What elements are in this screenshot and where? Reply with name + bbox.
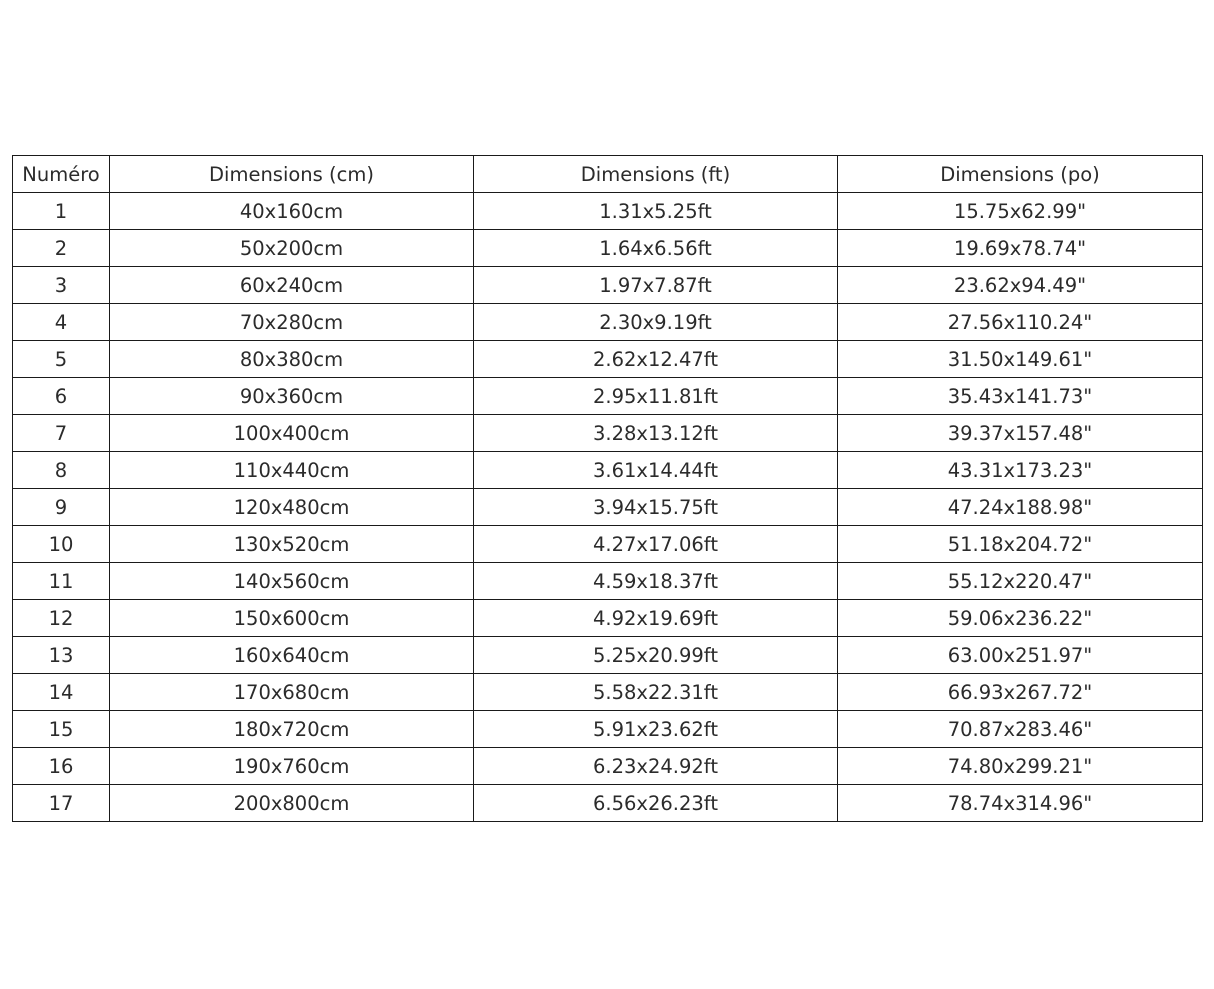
- cell-dimensions-ft: 3.61x14.44ft: [474, 452, 838, 489]
- cell-dimensions-cm: 170x680cm: [110, 674, 474, 711]
- cell-numero: 6: [13, 378, 110, 415]
- header-numero: Numéro: [13, 156, 110, 193]
- cell-dimensions-cm: 110x440cm: [110, 452, 474, 489]
- table-row: [13, 674, 1203, 711]
- header-dimensions-cm: Dimensions (cm): [110, 156, 474, 193]
- cell-numero: 13: [13, 637, 110, 674]
- cell-dimensions-ft: 2.95x11.81ft: [474, 378, 838, 415]
- header-dimensions-ft: Dimensions (ft): [474, 156, 838, 193]
- cell-dimensions-po: 39.37x157.48": [838, 415, 1203, 452]
- cell-dimensions-ft: 4.27x17.06ft: [474, 526, 838, 563]
- cell-dimensions-po: 43.31x173.23": [838, 452, 1203, 489]
- table-row: [13, 637, 1203, 674]
- table-row: [13, 785, 1203, 822]
- cell-dimensions-cm: 40x160cm: [110, 193, 474, 230]
- cell-dimensions-po: 78.74x314.96": [838, 785, 1203, 822]
- cell-dimensions-ft: 1.64x6.56ft: [474, 230, 838, 267]
- table-row: [13, 378, 1203, 415]
- size-conversion-table: [12, 155, 1203, 822]
- cell-dimensions-po: 55.12x220.47": [838, 563, 1203, 600]
- table-row: [13, 526, 1203, 563]
- cell-dimensions-ft: 4.92x19.69ft: [474, 600, 838, 637]
- cell-dimensions-po: 63.00x251.97": [838, 637, 1203, 674]
- cell-dimensions-po: 23.62x94.49": [838, 267, 1203, 304]
- cell-dimensions-cm: 160x640cm: [110, 637, 474, 674]
- table-row: [13, 600, 1203, 637]
- cell-numero: 9: [13, 489, 110, 526]
- table-row: [13, 748, 1203, 785]
- cell-numero: 1: [13, 193, 110, 230]
- cell-dimensions-po: 47.24x188.98": [838, 489, 1203, 526]
- cell-numero: 16: [13, 748, 110, 785]
- table-body: [13, 193, 1203, 822]
- table-row: [13, 415, 1203, 452]
- cell-numero: 15: [13, 711, 110, 748]
- table-row: [13, 267, 1203, 304]
- cell-dimensions-ft: 6.23x24.92ft: [474, 748, 838, 785]
- cell-dimensions-po: 27.56x110.24": [838, 304, 1203, 341]
- cell-dimensions-ft: 5.58x22.31ft: [474, 674, 838, 711]
- table-header-row: [13, 156, 1203, 193]
- cell-dimensions-cm: 130x520cm: [110, 526, 474, 563]
- cell-dimensions-cm: 180x720cm: [110, 711, 474, 748]
- cell-dimensions-po: 31.50x149.61": [838, 341, 1203, 378]
- cell-dimensions-ft: 1.31x5.25ft: [474, 193, 838, 230]
- cell-dimensions-po: 59.06x236.22": [838, 600, 1203, 637]
- cell-numero: 2: [13, 230, 110, 267]
- table-row: [13, 452, 1203, 489]
- cell-dimensions-cm: 70x280cm: [110, 304, 474, 341]
- cell-numero: 4: [13, 304, 110, 341]
- cell-dimensions-po: 35.43x141.73": [838, 378, 1203, 415]
- cell-dimensions-cm: 150x600cm: [110, 600, 474, 637]
- cell-dimensions-cm: 120x480cm: [110, 489, 474, 526]
- cell-numero: 12: [13, 600, 110, 637]
- cell-dimensions-ft: 2.62x12.47ft: [474, 341, 838, 378]
- cell-dimensions-cm: 200x800cm: [110, 785, 474, 822]
- cell-numero: 10: [13, 526, 110, 563]
- cell-numero: 3: [13, 267, 110, 304]
- cell-dimensions-cm: 60x240cm: [110, 267, 474, 304]
- cell-dimensions-cm: 50x200cm: [110, 230, 474, 267]
- cell-dimensions-ft: 1.97x7.87ft: [474, 267, 838, 304]
- cell-dimensions-ft: 5.91x23.62ft: [474, 711, 838, 748]
- table-row: [13, 230, 1203, 267]
- cell-dimensions-po: 70.87x283.46": [838, 711, 1203, 748]
- cell-dimensions-ft: 2.30x9.19ft: [474, 304, 838, 341]
- cell-dimensions-ft: 5.25x20.99ft: [474, 637, 838, 674]
- cell-dimensions-cm: 100x400cm: [110, 415, 474, 452]
- table-row: [13, 563, 1203, 600]
- table-row: [13, 711, 1203, 748]
- cell-dimensions-ft: 3.94x15.75ft: [474, 489, 838, 526]
- table-row: [13, 489, 1203, 526]
- header-dimensions-po: Dimensions (po): [838, 156, 1203, 193]
- cell-dimensions-ft: 3.28x13.12ft: [474, 415, 838, 452]
- cell-numero: 11: [13, 563, 110, 600]
- cell-dimensions-cm: 90x360cm: [110, 378, 474, 415]
- table-row: [13, 193, 1203, 230]
- cell-numero: 7: [13, 415, 110, 452]
- cell-dimensions-po: 19.69x78.74": [838, 230, 1203, 267]
- cell-dimensions-cm: 80x380cm: [110, 341, 474, 378]
- cell-dimensions-ft: 6.56x26.23ft: [474, 785, 838, 822]
- cell-dimensions-cm: 190x760cm: [110, 748, 474, 785]
- cell-numero: 8: [13, 452, 110, 489]
- cell-dimensions-po: 74.80x299.21": [838, 748, 1203, 785]
- cell-dimensions-ft: 4.59x18.37ft: [474, 563, 838, 600]
- cell-numero: 5: [13, 341, 110, 378]
- table-row: [13, 341, 1203, 378]
- cell-dimensions-cm: 140x560cm: [110, 563, 474, 600]
- cell-numero: 17: [13, 785, 110, 822]
- cell-numero: 14: [13, 674, 110, 711]
- cell-dimensions-po: 15.75x62.99": [838, 193, 1203, 230]
- cell-dimensions-po: 51.18x204.72": [838, 526, 1203, 563]
- table-row: [13, 304, 1203, 341]
- cell-dimensions-po: 66.93x267.72": [838, 674, 1203, 711]
